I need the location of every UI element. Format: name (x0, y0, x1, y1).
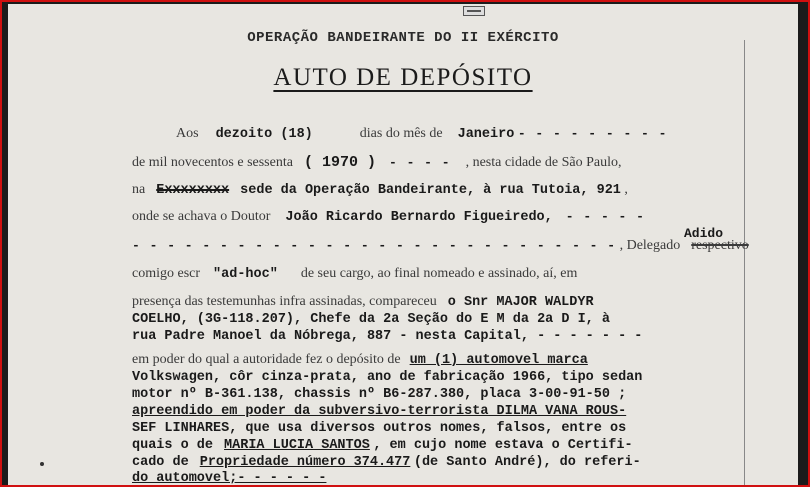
text-span: , Delegado (619, 238, 681, 253)
text-line-10 (132, 352, 588, 368)
typed-text: motor nº B-361.138, chassis nº B6-287.380, placa 3-00-91-50 ; (132, 387, 627, 402)
typed-alias: MARIA LUCIA SANTOS (224, 438, 370, 453)
text-line-1 (176, 126, 667, 142)
text-span: , nesta cidade de São Paulo, (465, 155, 622, 170)
fill-dashes: - - - - (388, 155, 451, 170)
text-line-14 (132, 420, 626, 436)
text-line-15 (132, 437, 633, 453)
typed-text: apreendido em poder da subversivo-terrorista DILMA VANA ROUS- (132, 404, 627, 419)
typed-text: (de Santo André), do referi- (413, 455, 641, 470)
typed-text: SEF LINHARES, que usa diversos outros nomes, falsos, entre os (132, 421, 627, 436)
typed-day: dezoito (18) (215, 127, 313, 142)
text-line-4 (132, 209, 645, 225)
text-line-11 (132, 369, 642, 385)
typed-text: COELHO, (3G-118.207), Chefe da 2a Seção do E M da 2a D I, à (132, 312, 610, 327)
page-binding-tab (463, 6, 485, 16)
ink-speck (40, 462, 44, 466)
struck-text: respectivo (691, 238, 749, 253)
fill-dashes: - - - - - - - - - (517, 126, 668, 141)
text-span: na (132, 182, 146, 197)
typed-text: um (1) automovel marca (409, 353, 588, 368)
text-span: comigo escr (132, 266, 201, 281)
typed-text: quais o de (132, 438, 214, 453)
text-span: , (624, 182, 628, 197)
text-span: onde se achava o Doutor (132, 209, 271, 224)
text-line-9 (132, 328, 642, 344)
typed-certificate: Propriedade número 374.477 (199, 455, 411, 470)
text-line-5 (132, 238, 749, 254)
typed-text: rua Padre Manoel da Nóbrega, 887 - nesta Capital, - - - - - - - (132, 329, 643, 344)
text-span: de mil novecentos e sessenta (132, 155, 293, 170)
text-line-16 (132, 454, 641, 470)
document-header: OPERAÇÃO BANDEIRANTE DO II EXÉRCITO (247, 30, 559, 46)
document-page (8, 4, 798, 485)
typed-month: Janeiro (457, 127, 515, 142)
text-span: em poder do qual a autoridade fez o depósito de (132, 352, 401, 367)
fill-dashes: - - - - - (565, 209, 645, 224)
typed-text: cado de (132, 455, 189, 470)
struck-text: Exxxxxxxx (156, 183, 230, 198)
text-line-3 (132, 182, 628, 198)
text-span: de seu cargo, ao final nomeado e assinado, aí, em (300, 266, 578, 281)
typed-insertion: Adido (684, 226, 724, 241)
text-span: dias do mês de (359, 126, 443, 141)
typed-text: do automovel;- - - - - - (132, 471, 327, 486)
text-line-7 (132, 294, 594, 310)
text-span: presença das testemunhas infra assinadas, compareceu (132, 294, 437, 309)
text-line-13 (132, 403, 626, 419)
page-margin-line (744, 40, 745, 485)
text-line-12 (132, 386, 626, 402)
typed-clerk: "ad-hoc" (213, 267, 278, 282)
typed-text: o Snr MAJOR WALDYR (447, 295, 594, 310)
fill-dashes: - - - - - - - - - - - - - - - - - - - - - - - - - - - - (132, 238, 617, 253)
document-title: AUTO DE DEPÓSITO (273, 64, 533, 91)
text-line-8 (132, 311, 610, 327)
typed-text: , em cujo nome estava o Certifi- (373, 438, 633, 453)
typed-year: ( 1970 ) (303, 154, 376, 171)
text-span: Aos (176, 126, 199, 141)
typed-official-name: João Ricardo Bernardo Figueiredo, (285, 210, 553, 225)
text-line-17 (132, 470, 326, 486)
typed-location: sede da Operação Bandeirante, à rua Tutoia, 921 (240, 183, 621, 198)
text-line-2 (132, 154, 621, 171)
text-line-6 (132, 266, 577, 282)
typed-text: Volkswagen, côr cinza-prata, ano de fabricação 1966, tipo sedan (132, 370, 643, 385)
